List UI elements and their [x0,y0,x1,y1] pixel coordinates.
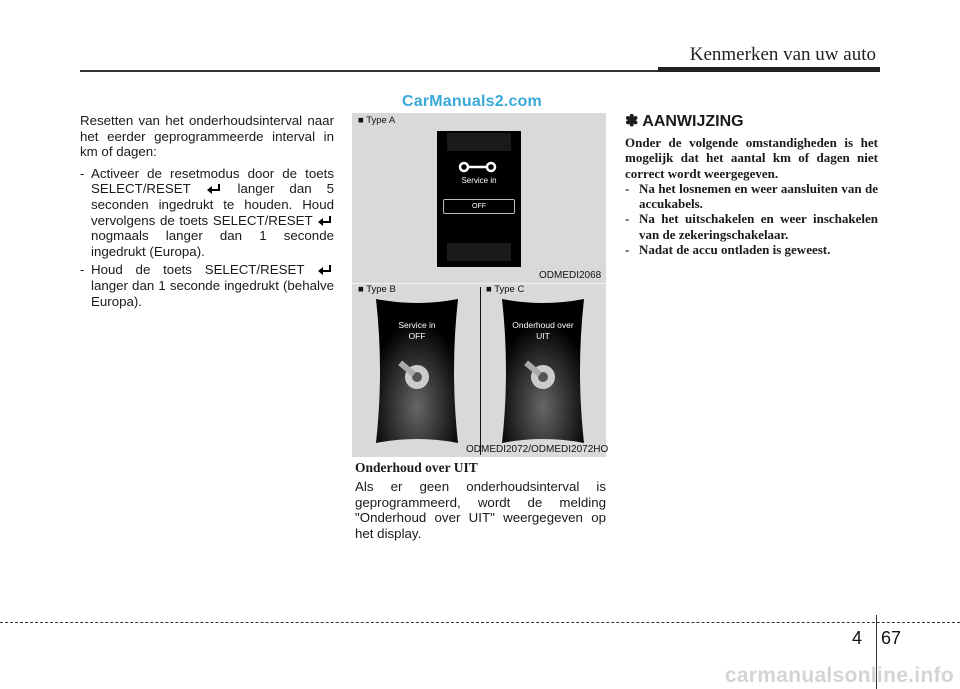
type-a-label: ■ Type A [358,115,396,126]
display-c-line-2: UIT [536,331,550,341]
display-a-off: OFF [443,199,515,214]
enter-key-icon [317,264,334,277]
type-b-label: ■ Type B [358,284,396,295]
list-dash: - [625,211,630,227]
step-1-text-b: langer dan 5 seconden ingedrukt te houden. Houd vervolgens de toets SELECT/RESET [91,181,334,228]
enter-key-icon [317,215,334,228]
header-rule-accent [658,67,880,72]
list-dash: - [80,165,85,181]
display-c-line-1: Onderhoud over [512,320,574,330]
reset-step-1 [80,166,334,260]
step-1-text-a: Activeer de resetmodus door de toets SELECT/RESET [91,165,334,197]
note-item-text: Na het losnemen en weer aansluiten van de accukabels. [639,180,878,212]
page-number: 67 [881,628,902,648]
header-rule [80,70,660,72]
type-c-label: ■ Type C [486,284,525,295]
figure-code-bc: ODMEDI2072/ODMEDI2072HO [466,444,609,455]
note-item [625,181,878,212]
step-2-text-b: langer dan 1 seconde ingedrukt (behalve Europa). [91,277,334,309]
reset-intro: Resetten van het onderhoudsinterval naar het eerder geprogrammeerde interval in km of dagen: [80,113,334,160]
section-body: Als er geen onderhoudsinterval is geprogrammeerd, wordt de melding "Onderhoud over UIT" weergegeven op het display. [355,479,606,541]
figure-divider [480,287,481,455]
running-header: Kenmerken van uw auto [689,44,876,65]
list-dash: - [625,242,630,258]
note-item [625,211,878,242]
footer-rule [0,622,960,623]
reset-step-2 [80,262,334,309]
step-2-text-a: Houd de toets SELECT/RESET [91,262,305,278]
list-dash: - [625,180,630,196]
note-item [625,242,878,257]
note-item-text: Nadat de accu ontladen is geweest. [639,242,831,258]
enter-key-icon [206,183,223,196]
watermark-bottom: carmanualsonline.info [724,664,954,687]
column-1 [80,113,334,312]
figure-code-a: ODMEDI2068 [539,270,602,281]
note-box [625,111,878,257]
display-b-line-2: OFF [408,331,426,341]
step-1-text-c: nogmaals langer dan 1 seconde ingedrukt (Europa). [91,228,334,259]
display-b-line-1: Service in [398,320,436,330]
note-title: ✽ AANWIJZING [625,113,744,130]
watermark-top: CarManuals2.com [402,93,542,110]
note-intro: Onder de volgende omstandigheden is het mogelijk dat het aantal km of dagen niet correct wordt weergegeven. [625,135,878,181]
section-subheading: Onderhoud over UIT [355,460,478,475]
note-item-text: Na het uitschakelen en weer inschakelen van de zekeringschakelaar. [639,211,878,242]
column-2-text [355,460,606,541]
chapter-number: 4 [852,628,863,648]
list-dash: - [80,262,85,278]
display-a-text: Service in [461,176,497,185]
